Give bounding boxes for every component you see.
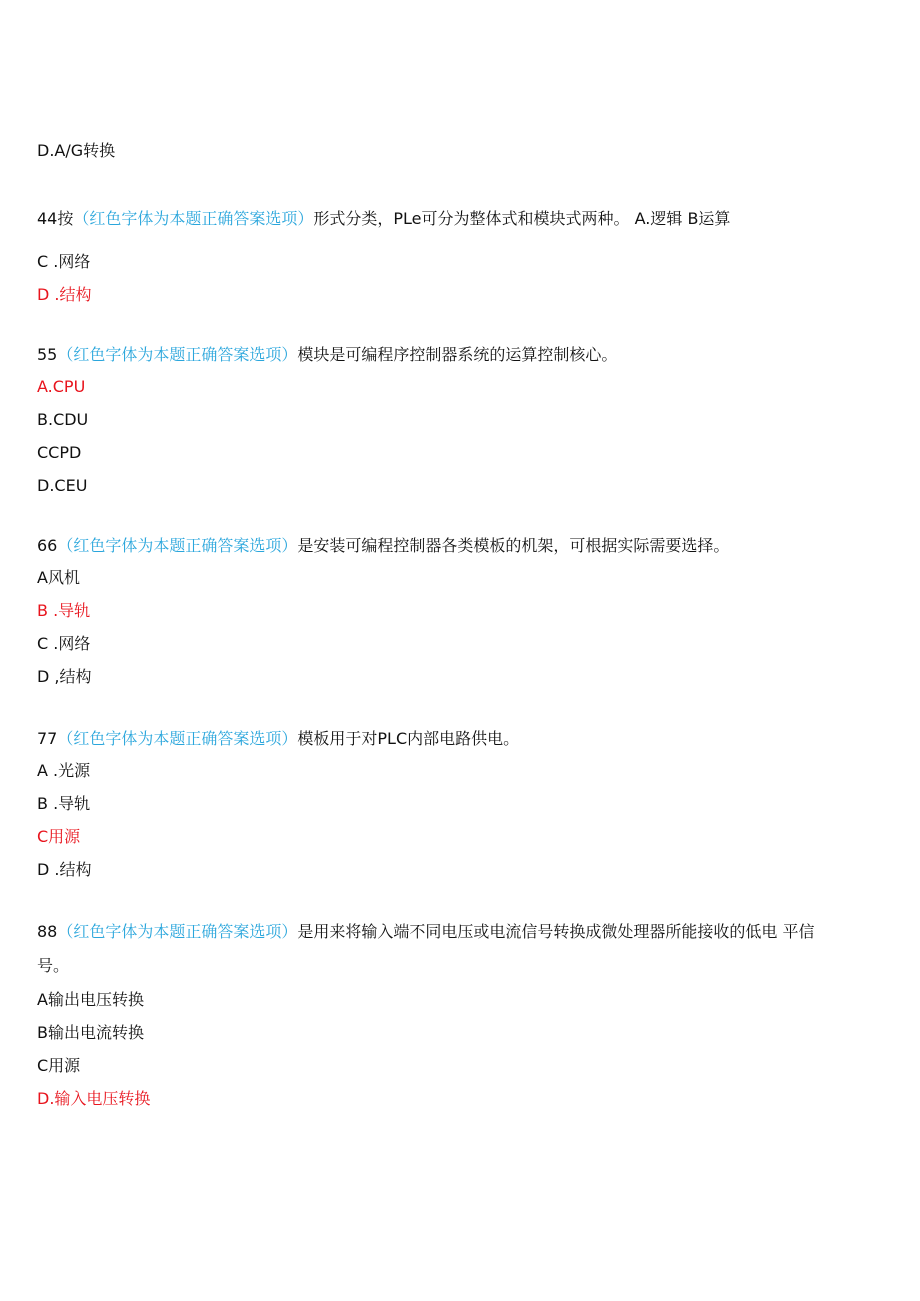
q77-option-b: B .导轨 — [37, 794, 91, 813]
q66-option-b: B .导轨 — [37, 601, 91, 620]
q77-number: 77 — [37, 729, 58, 748]
q88-question-continuation: 号。 — [37, 956, 70, 975]
q66-hint: （红色字体为本题正确答案选项） — [57, 536, 298, 555]
q88-number: 88 — [37, 922, 58, 941]
q44-option-d: D .结构 — [37, 285, 92, 304]
q88-stem: 是用来将输入端不同电压或电流信号转换成微处理器所能接收的低电 平信 — [297, 922, 815, 941]
q55-number: 55 — [37, 345, 58, 364]
q55-option-c: CCPD — [37, 443, 82, 462]
q55-option-a: A.CPU — [37, 377, 86, 396]
q44-hint: （红色字体为本题正确答案选项） — [73, 209, 314, 228]
q77-option-d: D .结构 — [37, 860, 92, 879]
q55-option-b: B.CDU — [37, 410, 89, 429]
q88-option-b: B输出电流转换 — [37, 1023, 144, 1042]
q88-question — [37, 922, 814, 942]
q77-stem: 模板用于对PLC内部电路供电。 — [297, 729, 520, 748]
q44-stem: 形式分类，PLe可分为整体式和模块式两种。 A.逻辑 B运算 — [313, 209, 731, 228]
q43-option-d: D.A/G转换 — [37, 141, 116, 160]
q77-question — [37, 729, 519, 749]
q55-hint: （红色字体为本题正确答案选项） — [57, 345, 298, 364]
q55-option-d: D.CEU — [37, 476, 88, 495]
q66-stem: 是安装可编程控制器各类模板的机架，可根据实际需要选择。 — [297, 536, 730, 555]
q77-option-a: A .光源 — [37, 761, 91, 780]
q66-option-d: D ,结构 — [37, 667, 92, 686]
q66-option-c: C .网络 — [37, 634, 91, 653]
q77-hint: （红色字体为本题正确答案选项） — [57, 729, 298, 748]
q55-question — [37, 345, 617, 365]
q77-option-c: C用源 — [37, 827, 81, 846]
q66-number: 66 — [37, 536, 58, 555]
q88-option-d: D.输入电压转换 — [37, 1089, 151, 1108]
q55-stem: 模块是可编程序控制器系统的运算控制核心。 — [297, 345, 618, 364]
q44-number: 44按 — [37, 209, 74, 228]
q88-hint: （红色字体为本题正确答案选项） — [57, 922, 298, 941]
q44-option-c: C .网络 — [37, 252, 91, 271]
q88-option-a: A输出电压转换 — [37, 990, 144, 1009]
q88-option-c: C用源 — [37, 1056, 81, 1075]
q66-question — [37, 536, 729, 556]
q44-question — [37, 209, 730, 229]
q66-option-a: A风机 — [37, 568, 80, 587]
